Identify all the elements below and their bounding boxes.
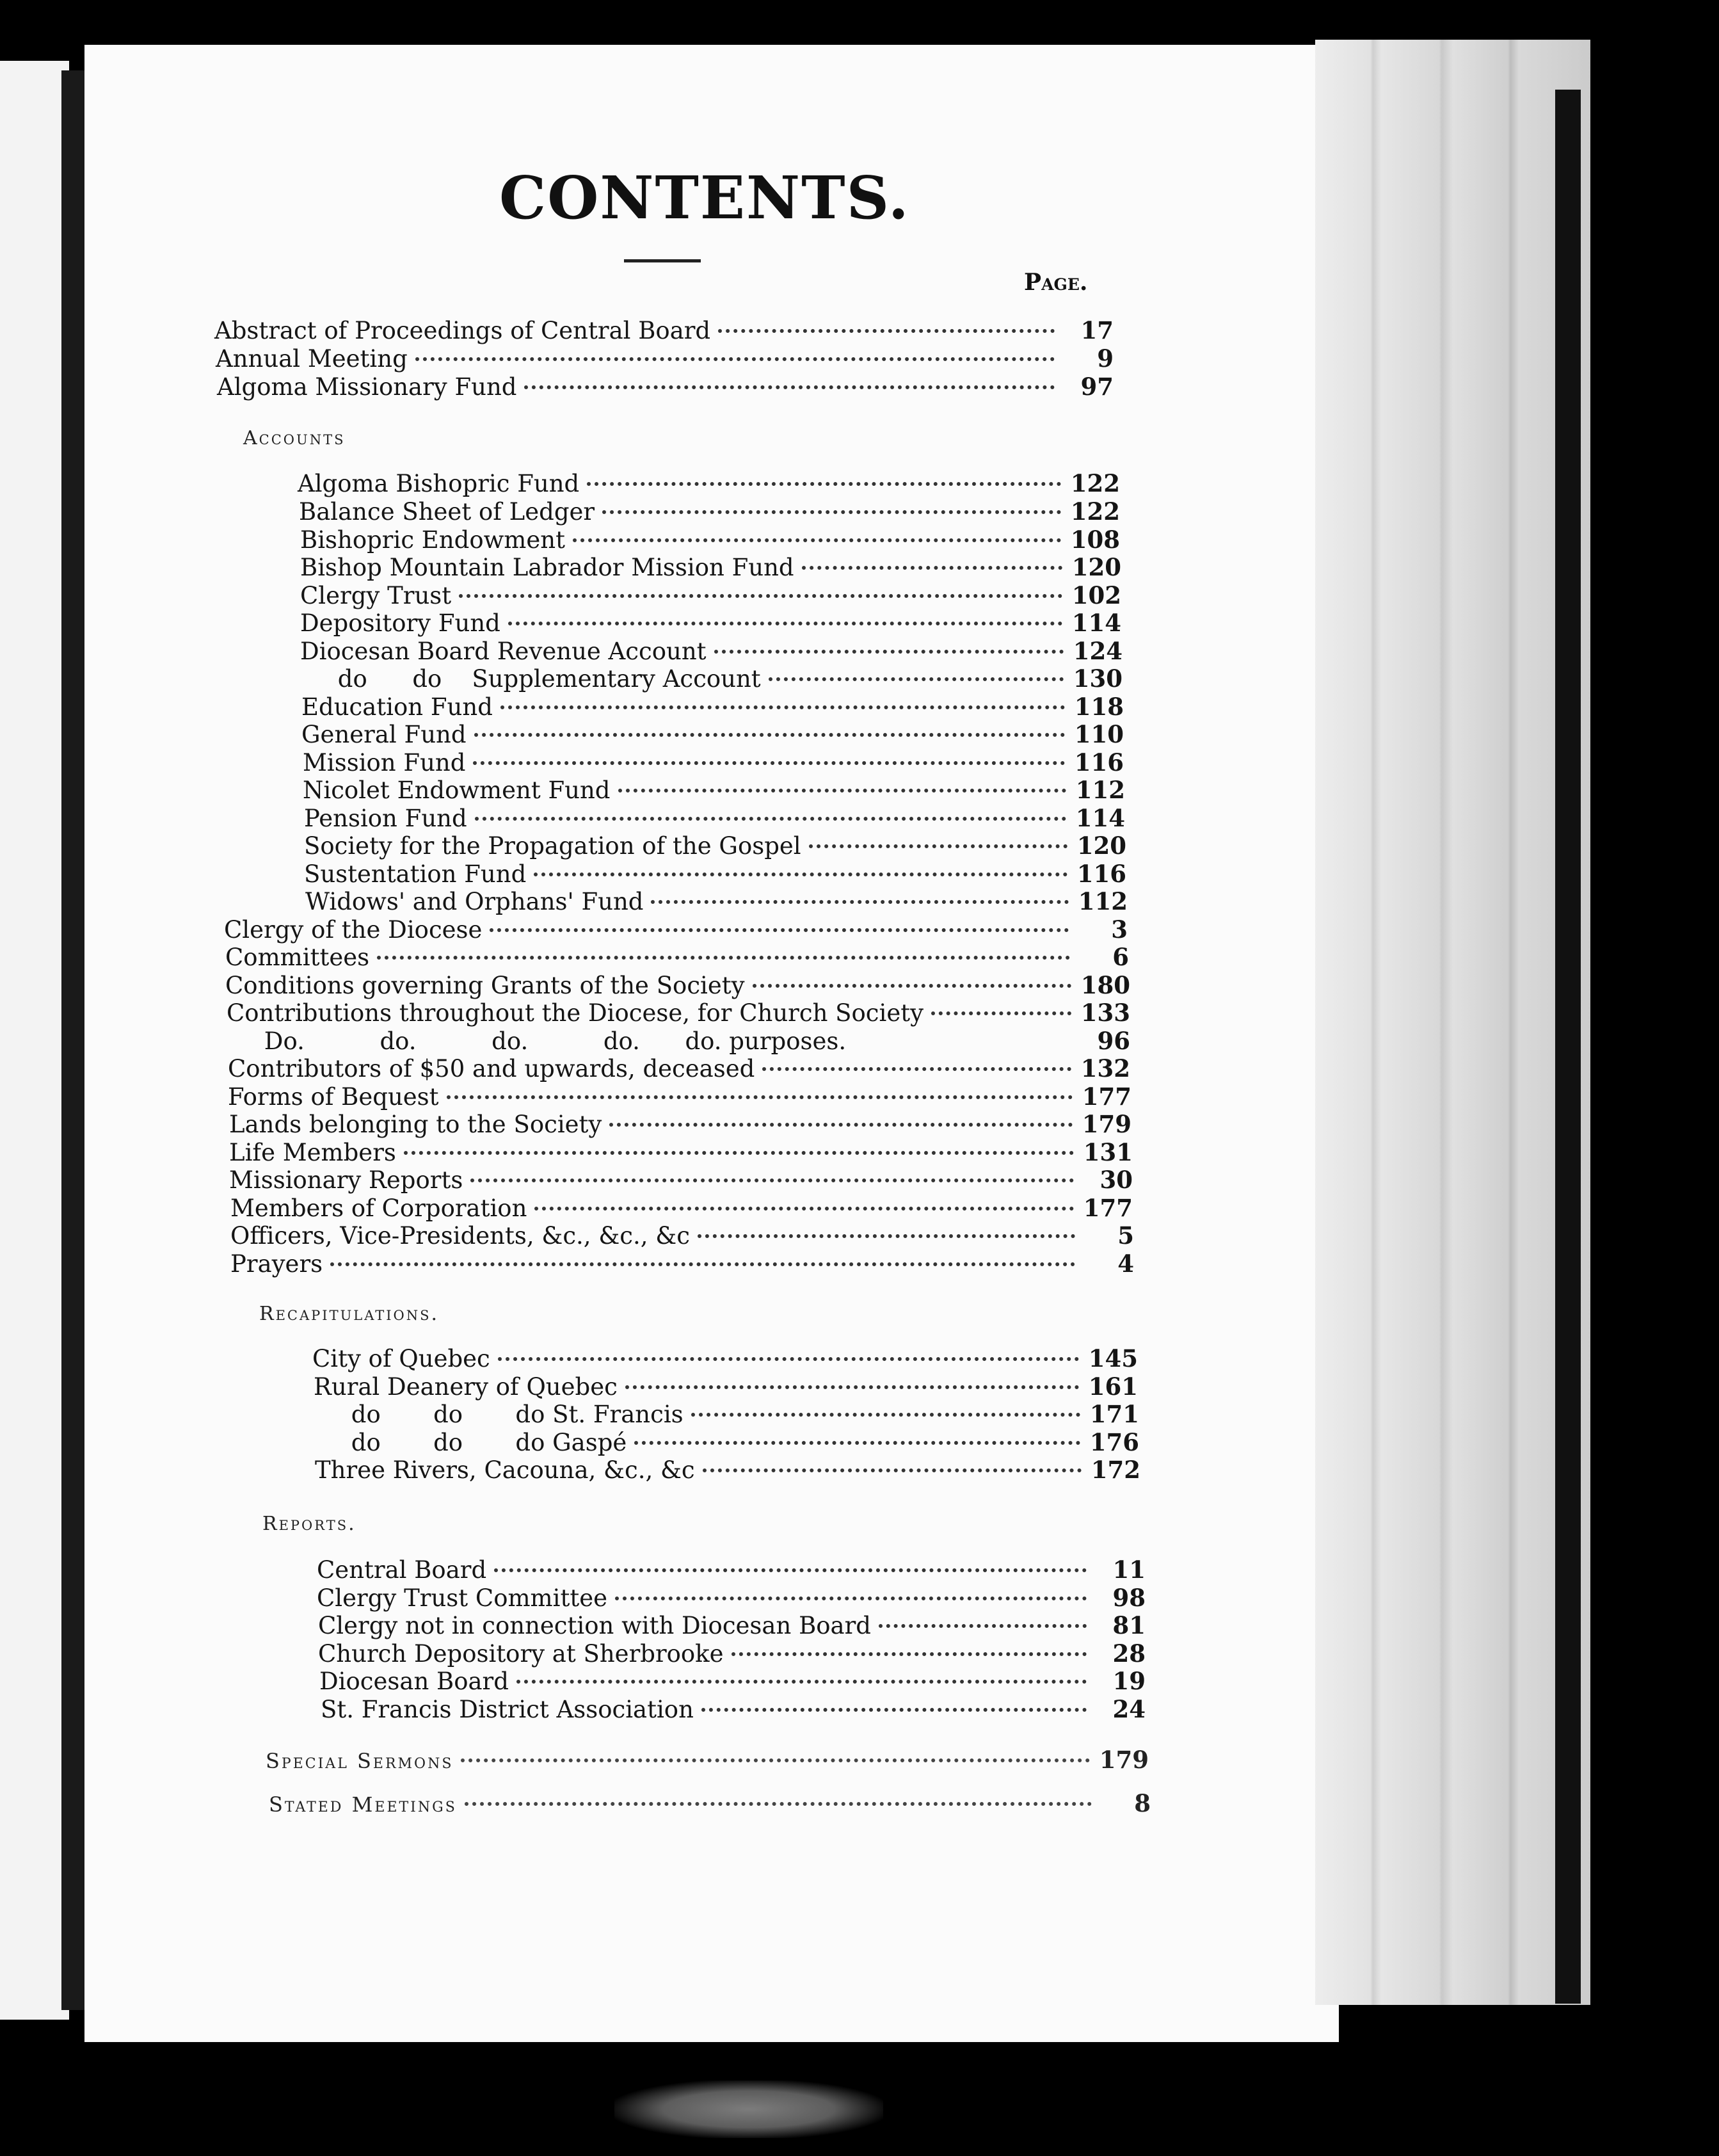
toc-entry: Committees 6	[225, 943, 1129, 971]
toc-entry: Members of Corporation 177	[230, 1194, 1133, 1222]
section-heading-reports: Reports.	[262, 1513, 356, 1535]
section-heading-recapitulations: Recapitulations.	[259, 1303, 440, 1325]
toc-entry-special-sermons: Special Sermons 179	[266, 1746, 1149, 1774]
toc-entry: Officers, Vice-Presidents, &c., &c., &c 5	[230, 1221, 1134, 1250]
toc-entry: Nicolet Endowment Fund 112	[303, 776, 1125, 804]
toc-entry: Mission Fund 116	[303, 748, 1124, 776]
toc-entry: Clergy not in connection with Diocesan Board 81	[318, 1611, 1146, 1639]
toc-entry: Widows' and Orphans' Fund 112	[305, 887, 1128, 915]
book-cover-edge	[1555, 90, 1581, 2004]
section-heading-accounts: Accounts	[243, 427, 346, 449]
toc-entry: Annual Meeting 9	[216, 344, 1114, 373]
toc-entry: Depository Fund 114	[300, 609, 1121, 637]
left-facing-page	[0, 61, 69, 2020]
toc-entry: Education Fund 118	[301, 693, 1124, 721]
toc-entry: do do do St. Francis 171	[314, 1400, 1139, 1428]
toc-entry: Society for the Propagation of the Gospel 120	[304, 832, 1126, 860]
toc-entry: Diocesan Board 19	[319, 1667, 1146, 1695]
toc-entry: Clergy Trust Committee 98	[317, 1584, 1146, 1612]
toc-entry: Balance Sheet of Ledger 122	[299, 497, 1120, 526]
page-column-heading: Page.	[1024, 269, 1088, 296]
toc-entry: St. Francis District Association 24	[321, 1695, 1146, 1723]
toc-entry: Prayers 4	[230, 1250, 1134, 1278]
toc-entry: Conditions governing Grants of the Society 180	[225, 971, 1130, 999]
toc-entry: Algoma Bishopric Fund 122	[298, 469, 1120, 497]
book-gutter	[61, 70, 87, 2010]
scan-smudge	[614, 2080, 883, 2138]
toc-entry: Missionary Reports 30	[229, 1166, 1133, 1194]
toc-entry: Bishopric Endowment 108	[300, 526, 1120, 554]
toc-entry: Three Rivers, Cacouna, &c., &c 172	[315, 1456, 1140, 1484]
toc-entry: Clergy of the Diocese 3	[224, 915, 1128, 944]
toc-entry: Bishop Mountain Labrador Mission Fund 120	[300, 553, 1121, 581]
toc-entry: do do Supplementary Account 130	[300, 664, 1123, 693]
toc-entry: Contributions throughout the Diocese, for Church Society 133	[227, 999, 1130, 1027]
toc-entry: Church Depository at Sherbrooke 28	[318, 1639, 1146, 1668]
toc-entry: Rural Deanery of Quebec 161	[314, 1372, 1138, 1401]
book-page-edges	[1315, 40, 1590, 2005]
toc-entry: General Fund 110	[301, 720, 1124, 748]
toc-entry: Algoma Missionary Fund 97	[217, 373, 1114, 401]
toc-entry: Pension Fund 114	[304, 804, 1125, 832]
toc-entry: Sustentation Fund 116	[304, 860, 1126, 888]
toc-entry: do do do Gaspé 176	[314, 1428, 1139, 1456]
page-title: CONTENTS.	[499, 163, 910, 232]
toc-entry: Do. do. do. do. do. purposes. 96	[227, 1027, 1130, 1055]
toc-entry: Life Members 131	[229, 1138, 1133, 1166]
toc-entry: Contributors of $50 and upwards, deceased 132	[228, 1054, 1130, 1082]
toc-entry: Clergy Trust 102	[300, 581, 1121, 609]
toc-entry: Diocesan Board Revenue Account 124	[300, 637, 1123, 665]
toc-entry: Central Board 11	[317, 1556, 1146, 1584]
toc-entry: Forms of Bequest 177	[228, 1082, 1131, 1111]
toc-entry: Abstract of Proceedings of Central Board 17	[214, 316, 1114, 344]
title-rule	[624, 259, 701, 262]
toc-entry-stated-meetings: Stated Meetings 8	[269, 1789, 1151, 1817]
toc-entry: Lands belonging to the Society 179	[229, 1110, 1131, 1138]
toc-entry: City of Quebec 145	[312, 1344, 1138, 1372]
